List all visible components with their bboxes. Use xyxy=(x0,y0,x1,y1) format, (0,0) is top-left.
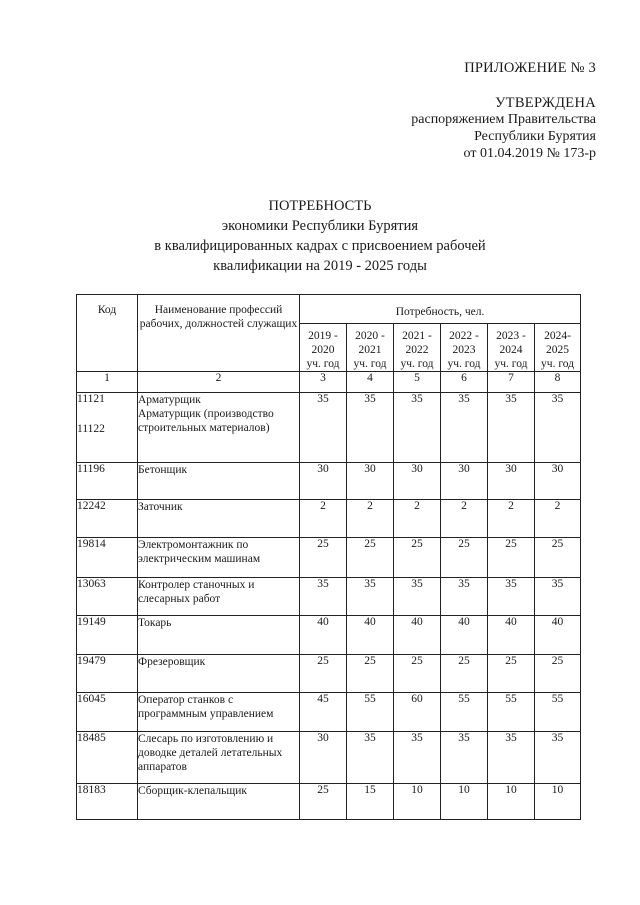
header-year-part: 2025 xyxy=(546,344,570,356)
row-code-value: 19479 xyxy=(77,655,106,667)
table-row xyxy=(77,655,581,693)
row-demand-value: 30 xyxy=(488,463,535,500)
row-demand-value: 10 xyxy=(488,784,535,820)
header-year-part: 2022 xyxy=(405,344,429,356)
header-year-5 xyxy=(488,324,535,372)
row-demand-value: 30 xyxy=(535,463,581,500)
header-year-part: уч. год xyxy=(306,358,340,370)
row-code xyxy=(77,538,138,578)
row-code-value: 19149 xyxy=(77,616,106,628)
row-code xyxy=(77,578,138,616)
header-year-part: уч. год xyxy=(494,358,528,370)
header-year-part: уч. год xyxy=(541,358,575,370)
row-demand-value: 40 xyxy=(488,616,535,655)
column-index-6: 6 xyxy=(441,372,488,393)
row-code-value: 18183 xyxy=(77,784,106,796)
row-code xyxy=(77,693,138,732)
header-year-part: 2019 - xyxy=(308,330,338,342)
row-demand-value: 10 xyxy=(394,784,441,820)
row-demand-value: 40 xyxy=(535,616,581,655)
header-name: Наименование профессий рабочих, должностей служащих xyxy=(138,295,300,372)
header-year-3 xyxy=(394,324,441,372)
header-code: Код xyxy=(77,295,138,372)
row-demand-value: 35 xyxy=(300,393,347,463)
row-profession-name: Фрезеровщик xyxy=(138,655,300,693)
row-demand-value: 30 xyxy=(300,732,347,784)
title-line-1: ПОТРЕБНОСТЬ xyxy=(268,198,372,214)
row-profession-name: Бетонщик xyxy=(138,463,300,500)
row-code-value: 18485 xyxy=(77,732,106,744)
table-row xyxy=(77,578,581,616)
approval-authority: распоряжением Правительства xyxy=(411,112,596,127)
row-demand-value: 25 xyxy=(347,538,394,578)
header-year-part: 2020 - xyxy=(355,330,385,342)
row-code xyxy=(77,500,138,538)
row-demand-value: 25 xyxy=(394,538,441,578)
row-demand-value: 35 xyxy=(488,578,535,616)
row-demand-value: 55 xyxy=(535,693,581,732)
row-code-value: 19814 xyxy=(77,538,106,550)
row-demand-value: 2 xyxy=(394,500,441,538)
header-year-2 xyxy=(347,324,394,372)
approval-block xyxy=(411,60,596,162)
row-demand-value: 35 xyxy=(488,732,535,784)
row-profession-name: Слесарь по изготовлению и доводке деталей летательных аппаратов xyxy=(138,732,300,784)
row-demand-value: 2 xyxy=(300,500,347,538)
row-demand-value: 40 xyxy=(394,616,441,655)
row-demand-value: 30 xyxy=(394,463,441,500)
row-code-secondary: 11122 xyxy=(77,423,105,435)
header-year-part: 2021 - xyxy=(402,330,432,342)
row-demand-value: 25 xyxy=(488,538,535,578)
header-year-part: 2020 xyxy=(311,344,335,356)
row-demand-value: 25 xyxy=(300,538,347,578)
header-year-part: 2024 xyxy=(499,344,523,356)
approval-republic: Республики Бурятия xyxy=(474,129,596,144)
appendix-number: ПРИЛОЖЕНИЕ № 3 xyxy=(464,60,596,76)
approval-date-number: от 01.04.2019 № 173-р xyxy=(463,146,596,161)
row-demand-value: 55 xyxy=(488,693,535,732)
row-profession-name: Заточник xyxy=(138,500,300,538)
row-code-value: 12242 xyxy=(77,500,106,512)
column-index-2: 2 xyxy=(138,372,300,393)
row-code xyxy=(77,463,138,500)
row-demand-value: 35 xyxy=(441,393,488,463)
column-index-7: 7 xyxy=(488,372,535,393)
row-demand-value: 35 xyxy=(535,578,581,616)
row-demand-value: 35 xyxy=(535,393,581,463)
row-demand-value: 35 xyxy=(441,732,488,784)
row-demand-value: 35 xyxy=(300,578,347,616)
document-title xyxy=(0,196,640,276)
row-demand-value: 25 xyxy=(347,655,394,693)
row-code xyxy=(77,784,138,820)
row-demand-value: 35 xyxy=(394,578,441,616)
row-profession-name: Оператор станков с программным управлением xyxy=(138,693,300,732)
header-year-4 xyxy=(441,324,488,372)
row-demand-value: 10 xyxy=(441,784,488,820)
row-demand-value: 30 xyxy=(347,463,394,500)
row-code-value: 11196 xyxy=(77,463,105,475)
row-demand-value: 25 xyxy=(394,655,441,693)
demand-table xyxy=(76,294,581,820)
row-demand-value: 35 xyxy=(347,732,394,784)
row-demand-value: 35 xyxy=(394,393,441,463)
row-demand-value: 60 xyxy=(394,693,441,732)
row-demand-value: 2 xyxy=(347,500,394,538)
row-demand-value: 35 xyxy=(347,393,394,463)
title-line-3: в квалифицированных кадрах с присвоением рабочей xyxy=(154,238,486,254)
row-demand-value: 35 xyxy=(394,732,441,784)
row-demand-value: 40 xyxy=(300,616,347,655)
row-demand-value: 25 xyxy=(300,655,347,693)
header-year-part: уч. год xyxy=(447,358,481,370)
row-demand-value: 2 xyxy=(488,500,535,538)
row-demand-value: 2 xyxy=(535,500,581,538)
row-demand-value: 10 xyxy=(535,784,581,820)
table-row xyxy=(77,393,581,463)
row-code xyxy=(77,732,138,784)
table-row xyxy=(77,538,581,578)
row-demand-value: 30 xyxy=(441,463,488,500)
row-profession-name: Электромонтажник по электрическим машинам xyxy=(138,538,300,578)
table-row xyxy=(77,500,581,538)
column-index-4: 4 xyxy=(347,372,394,393)
row-profession-name: Контролер станочных и слесарных работ xyxy=(138,578,300,616)
header-year-part: 2023 - xyxy=(496,330,526,342)
column-index-5: 5 xyxy=(394,372,441,393)
row-demand-value: 55 xyxy=(347,693,394,732)
header-year-part: 2022 - xyxy=(449,330,479,342)
row-code xyxy=(77,655,138,693)
header-year-6 xyxy=(535,324,581,372)
title-line-2: экономики Республики Бурятия xyxy=(221,218,419,234)
title-line-4: квалификации на 2019 - 2025 годы xyxy=(213,258,427,274)
row-demand-value: 25 xyxy=(488,655,535,693)
column-index-3: 3 xyxy=(300,372,347,393)
row-demand-value: 35 xyxy=(488,393,535,463)
header-year-part: уч. год xyxy=(400,358,434,370)
table-row xyxy=(77,463,581,500)
header-year-part: 2024- xyxy=(544,330,571,342)
row-demand-value: 25 xyxy=(441,655,488,693)
row-demand-value: 25 xyxy=(441,538,488,578)
row-demand-value: 25 xyxy=(535,655,581,693)
header-year-part: 2021 xyxy=(358,344,382,356)
row-profession-name: Сборщик-клепальщик xyxy=(138,784,300,820)
header-row xyxy=(77,295,581,324)
approved-heading: УТВЕРЖДЕНА xyxy=(495,95,596,111)
row-demand-value: 40 xyxy=(441,616,488,655)
row-code-value: 11121 xyxy=(77,393,105,405)
column-index-8: 8 xyxy=(535,372,581,393)
row-demand-value: 45 xyxy=(300,693,347,732)
row-demand-value: 25 xyxy=(535,538,581,578)
row-demand-value: 15 xyxy=(347,784,394,820)
row-demand-value: 40 xyxy=(347,616,394,655)
row-demand-value: 30 xyxy=(300,463,347,500)
table-row xyxy=(77,732,581,784)
row-demand-value: 55 xyxy=(441,693,488,732)
row-demand-value: 35 xyxy=(347,578,394,616)
row-code xyxy=(77,616,138,655)
row-demand-value: 2 xyxy=(441,500,488,538)
row-demand-value: 25 xyxy=(300,784,347,820)
header-year-1 xyxy=(300,324,347,372)
row-code-value: 13063 xyxy=(77,578,106,590)
row-code-value: 16045 xyxy=(77,693,106,705)
header-year-part: 2023 xyxy=(452,344,476,356)
header-year-part: уч. год xyxy=(353,358,387,370)
table-row xyxy=(77,784,581,820)
table-row xyxy=(77,616,581,655)
column-index-1: 1 xyxy=(77,372,138,393)
column-index-row xyxy=(77,372,581,393)
table-row xyxy=(77,693,581,732)
row-profession-name: Арматурщик Арматурщик (производство строительных материалов) xyxy=(138,393,300,463)
header-need: Потребность, чел. xyxy=(300,295,581,324)
row-demand-value: 35 xyxy=(535,732,581,784)
row-profession-name: Токарь xyxy=(138,616,300,655)
row-demand-value: 35 xyxy=(441,578,488,616)
row-code xyxy=(77,393,138,463)
